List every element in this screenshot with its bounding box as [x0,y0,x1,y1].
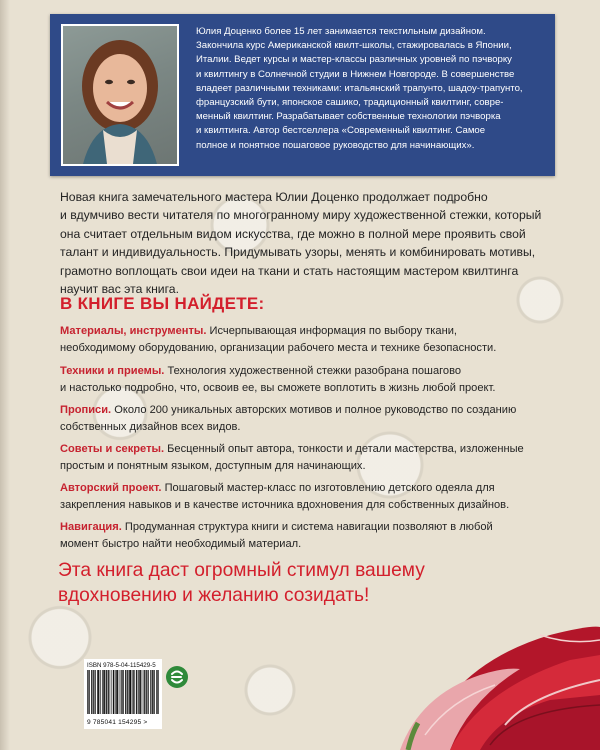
cta-line: вдохновению и желанию созидать! [58,585,370,606]
barcode-bar [102,670,103,714]
barcode-bar [122,670,123,714]
barcode-bar [99,670,100,714]
barcode-bar [133,670,134,714]
author-name: Юлия Доценко [196,26,262,37]
barcode-bar [97,670,98,714]
feature-text: момент быстро найти необходимый материал. [60,537,302,550]
barcode-bar [147,670,148,714]
barcode-bar [146,670,147,714]
barcode-bar [139,670,140,714]
barcode-bar [100,670,101,714]
barcode-bar [89,670,90,714]
barcode-bar [158,670,159,714]
barcode-bar [105,670,106,714]
barcode-bar [117,670,118,714]
feature-author-project [60,480,555,514]
barcode-bar [153,670,154,714]
bio-line: Закончила курс Американской квилт-школы, стажировалась в Японии, [196,40,512,52]
barcode-bar [154,670,155,714]
barcode-bar [134,670,135,714]
barcode-bar [104,670,105,714]
barcode-bar [95,670,96,714]
barcode-bar [141,670,142,714]
barcode-bar [109,670,110,714]
intro-line: грамотно воплощать свои идеи на ткани и стать настоящим мастером квилтинга [60,263,519,278]
barcode-bar [108,670,109,714]
author-bio [196,25,546,153]
barcode-bars [87,670,159,714]
barcode-bar [143,670,144,714]
barcode-bar [103,670,104,714]
call-to-action [58,558,568,608]
barcode-bar [129,670,130,714]
bio-line: и квилтинга. Автор бестселлера «Современный квилтинг. Самое [196,125,486,137]
feature-title: Навигация. [60,521,122,533]
barcode-digits: 9 785041 154295 > [87,719,148,726]
barcode-bar [130,670,131,714]
book-description [60,188,550,298]
barcode-bar [132,670,133,714]
barcode-bar [91,670,92,714]
intro-line: Новая книга замечательного мастера Юлии Доценко продолжает подробно [60,190,488,204]
barcode-bar [106,670,107,714]
barcode-bar [87,670,88,714]
feature-title: Авторский проект. [60,482,162,494]
feature-text: закрепления навыков и в качестве источника вдохновения для собственных дизайнов. [60,498,510,511]
barcode-bar [98,670,99,714]
bio-line: французский бути, японское сашико, традиционный квилтинг, совре- [196,97,504,109]
barcode-bar [125,670,126,714]
barcode-bar [136,670,137,714]
barcode-bar [111,670,112,714]
spine-shadow [0,0,10,750]
barcode-bar [156,670,157,714]
feature-text: Бесценный опыт автора, тонкости и детали мастерства, изложенные [164,443,524,455]
intro-line: она считает отдельным видом искусства, где можно в полной мере проявить свой [60,226,526,241]
intro-line: научит вас эта книга. [60,282,179,297]
feature-text: Технология художественной стежки разобрана пошагово [164,365,462,377]
feature-text: необходимому оборудованию, организации рабочего места и технике безопасности. [60,341,497,354]
barcode-bar [157,670,158,714]
intro-line: и вдумчиво вести читателя по многогранному миру художественной стежки, который [60,208,542,223]
barcode-bar [126,670,127,714]
barcode-bar [145,670,146,714]
feature-patterns [60,402,555,436]
barcode-bar [113,670,114,714]
feature-title: Прописи. [60,404,112,416]
barcode-bar [152,670,153,714]
feature-text: собственных дизайнов всех видов. [60,420,241,433]
section-heading: В КНИГЕ ВЫ НАЙДЕТЕ: [60,294,265,313]
barcode-bar [137,670,138,714]
isbn-text: ISBN 978-5-04-115429-5 [87,662,156,669]
feature-navigation [60,519,555,553]
feature-text: Исчерпывающая информация по выбору ткани, [206,325,457,337]
bio-line: владеет различными техниками: итальянский трапунто, шадоу-трапунто, [196,82,523,94]
author-photo [61,24,179,166]
feature-text: Продуманная структура книги и система навигации позволяют в любой [121,521,493,533]
bio-line: Италии. Ведет курсы и мастер-классы различных уровней по пэчворку [196,54,512,66]
barcode-bar [120,670,121,714]
barcode-bar [121,670,122,714]
barcode-bar [148,670,149,714]
barcode-bar [118,670,119,714]
bio-line: полное и понятное пошаговое руководство для начинающих». [196,139,475,151]
barcode-bar [130,670,131,714]
eksmo-logo-icon [165,665,189,689]
feature-title: Техники и приемы. [60,365,165,377]
barcode-bar [128,670,129,714]
barcode-bar [113,670,114,714]
red-quilt-illustration [150,605,600,750]
barcode-bar [116,670,117,714]
feature-title: Советы и секреты. [60,443,165,455]
intro-line: талант и индивидуальность. Придумывать узоры, менять и комбинировать мотивы, [60,245,536,260]
barcode-bar [127,670,128,714]
author-portrait-icon [63,26,177,164]
bio-line: более 15 лет занимается текстильным дизайном. [261,26,486,37]
feature-text: Пошаговый мастер-класс по изготовлению детского одеяла для [161,482,495,494]
barcode-bar [123,670,124,714]
bio-line: и квилтингу в Солнечной студии в Нижнем Новгороде. В совершенстве [196,68,515,80]
barcode-bar [152,670,153,714]
barcode-bar [93,670,94,714]
feature-title: Материалы, инструменты. [60,325,207,337]
feature-techniques [60,363,555,397]
feature-text: Около 200 уникальных авторских мотивов и полное руководство по созданию [111,404,517,416]
cta-line: Эта книга даст огромный стимул вашему [58,560,425,581]
feature-tips [60,441,555,475]
barcode-bar [94,670,95,714]
feature-text: простым и понятным языком, доступным для начинающих. [60,459,366,472]
feature-materials [60,323,555,357]
barcode-panel [84,659,162,729]
barcode-bar [88,670,89,714]
barcode-bar [115,670,116,714]
bio-line: менный квилтинг. Разрабатывает собственные технологии пэчворка [196,111,501,123]
feature-text: и настолько подробно, что, освоив ее, вы сможете воплотить в жизнь любой проект. [60,381,496,394]
author-panel [50,14,555,176]
barcode-bar [140,670,141,714]
barcode-bar [92,670,93,714]
barcode-bar [138,670,139,714]
barcode-bar [150,670,151,714]
barcode-bar [144,670,145,714]
barcode-bar [107,670,108,714]
